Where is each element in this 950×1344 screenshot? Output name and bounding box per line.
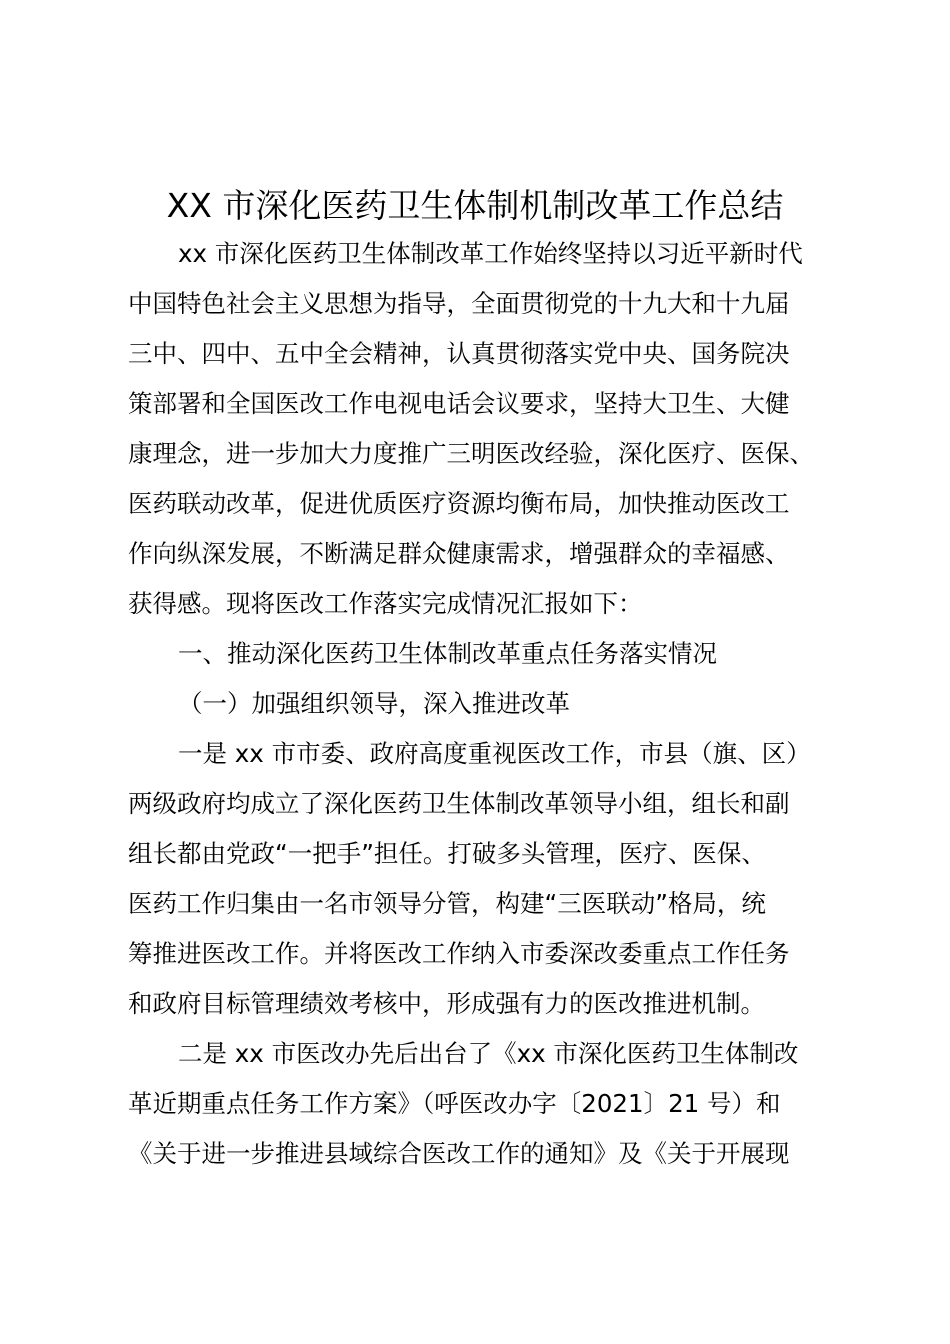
paragraph-line: 获得感。现将医改工作落实完成情况汇报如下： (128, 589, 643, 618)
paragraph-line: 策部署和全国医改工作电视电话会议要求，坚持大卫生、大健 (128, 389, 790, 418)
paragraph-line: 两级政府均成立了深化医药卫生体制改革领导小组，组长和副 (128, 789, 790, 818)
paragraph-line: 组长都由党政“一把手”担任。打破多头管理，医疗、医保、 (128, 839, 766, 868)
paragraph-line: 作向纵深发展，不断满足群众健康需求，增强群众的幸福感、 (128, 539, 790, 568)
paragraph-line: 一是 xx 市市委、政府高度重视医改工作，市县（旗、区） (178, 739, 811, 768)
paragraph-line: 康理念，进一步加大力度推广三明医改经验，深化医疗、医保、 (128, 439, 814, 468)
paragraph-line: 二是 xx 市医改办先后出台了《xx 市深化医药卫生体制改 (178, 1039, 799, 1068)
document-title: XX 市深化医药卫生体制机制改革工作总结 (166, 186, 784, 225)
paragraph-line: 《关于进一步推进县域综合医改工作的通知》及《关于开展现 (128, 1139, 790, 1168)
paragraph-line: 革近期重点任务工作方案》（呼医改办字〔2021〕21 号）和 (128, 1089, 781, 1118)
paragraph-line: 筹推进医改工作。并将医改工作纳入市委深改委重点工作任务 (128, 939, 790, 968)
paragraph-line: 中国特色社会主义思想为指导，全面贯彻党的十九大和十九届 (128, 289, 790, 318)
paragraph-line: 医药联动改革，促进优质医疗资源均衡布局，加快推动医改工 (128, 489, 790, 518)
subsection-heading: （一）加强组织领导，深入推进改革 (178, 689, 570, 718)
section-heading: 一、推动深化医药卫生体制改革重点任务落实情况 (178, 639, 717, 668)
paragraph-line: 三中、四中、五中全会精神，认真贯彻落实党中央、国务院决 (128, 339, 790, 368)
paragraph-line: 和政府目标管理绩效考核中，形成强有力的医改推进机制。 (128, 989, 765, 1018)
paragraph-line: xx 市深化医药卫生体制改革工作始终坚持以习近平新时代 (178, 239, 803, 268)
paragraph-line: 医药工作归集由一名市领导分管，构建“三医联动”格局，统 (128, 889, 766, 918)
